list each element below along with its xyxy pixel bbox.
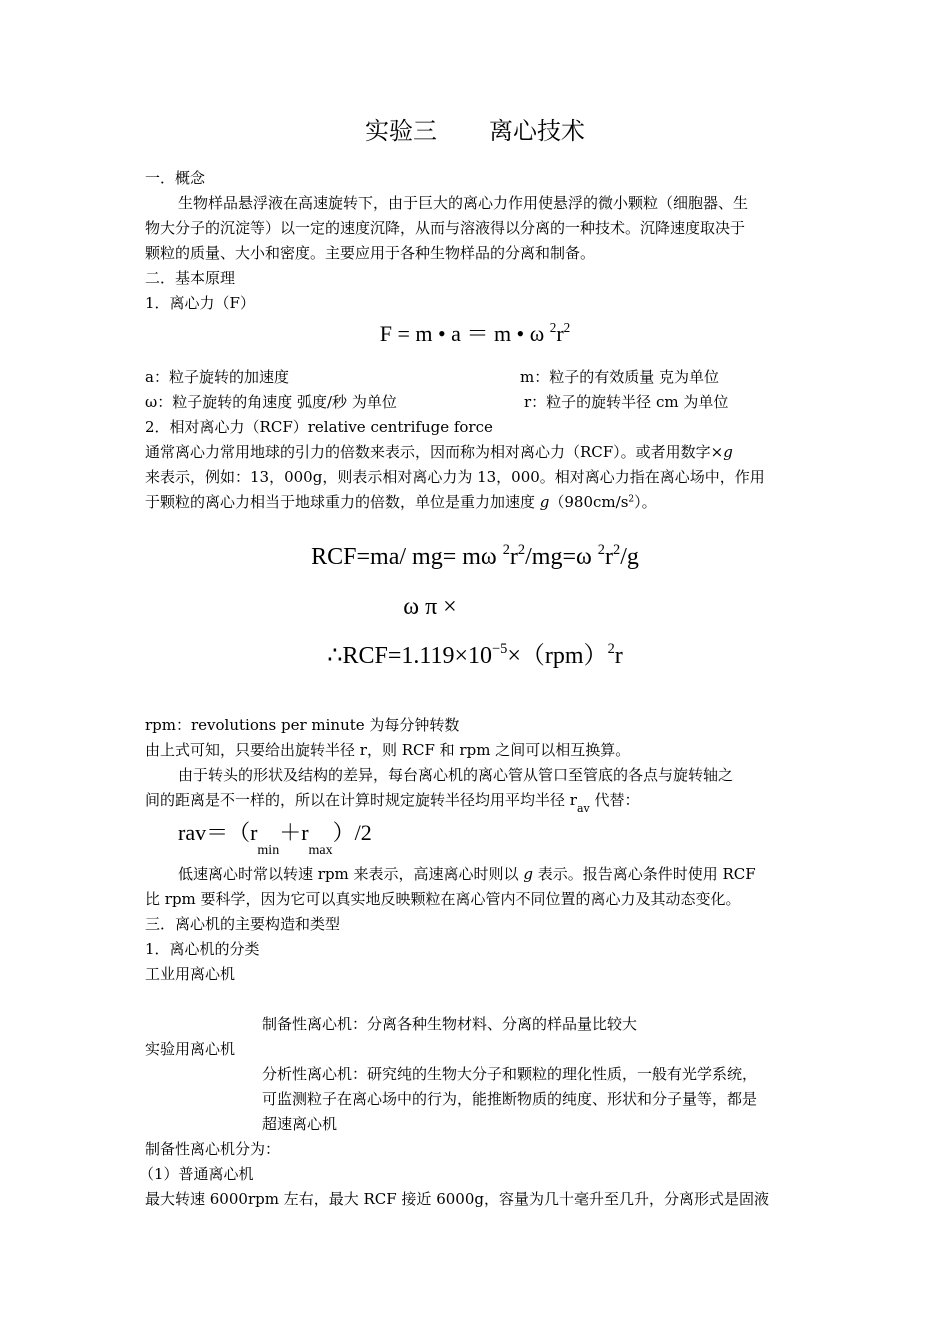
paragraph-line: 生物样品悬浮液在高速旋转下，由于巨大的离心力作用使悬浮的微小颗粒（细胞器、生	[178, 194, 749, 212]
paragraph-line: 于颗粒的离心力相当于地球重力的倍数，单位是重力加速度 $g(980cm/s^2)$。	[145, 493, 657, 511]
section-heading-concept: 一．概念	[145, 169, 206, 187]
title-left: 实验三	[365, 117, 437, 145]
lab-centrifuge: 实验用离心机	[145, 1040, 236, 1058]
definition-a: a：粒子旋转的加速度	[145, 368, 289, 386]
definition-r: r：粒子的旋转半径 cm 为单位	[524, 393, 729, 411]
section-heading-structure: 三．离心机的主要构造和类型	[145, 915, 341, 933]
paragraph-line: 来表示，例如：13，000g，则表示相对离心力为 13，000。相对离心力指在离心场中，作用	[145, 468, 765, 486]
paragraph-line: 物大分子的沉淀等）以一定的速度沉降，从而与溶液得以分离的一种技术。沉降速度取决于	[145, 219, 746, 237]
analytical-centrifuge-line: 可监测粒子在离心场中的行为，能推断物质的纯度、形状和分子量等，都是	[262, 1090, 758, 1108]
analytical-centrifuge-line: 分析性离心机：研究纯的生物大分子和颗粒的理化性质，一般有光学系统，	[262, 1065, 758, 1083]
subheading-classification: 1．离心机的分类	[145, 940, 260, 958]
industrial-centrifuge: 工业用离心机	[145, 965, 236, 983]
paragraph-line: 由于转头的形状及结构的差异，每台离心机的离心管从管口至管底的各点与旋转轴之	[178, 766, 734, 784]
page-title	[0, 119, 950, 143]
paragraph-line: 低速离心时常以转速 rpm 来表示，高速离心时则以 g 表示。报告离心条件时使用 RCF	[178, 865, 756, 883]
normal-centrifuge-heading: （1）普通离心机	[139, 1165, 254, 1183]
paragraph-line: 通常离心力常用地球的引力的倍数来表示，因而称为相对离心力（RCF）。或者用数字×g	[145, 443, 733, 461]
paragraph-line: 间的距离是不一样的，所以在计算时规定旋转半径均用平均半径 $r_{av}$ 代替：	[145, 791, 640, 815]
equation-rcf-rpm: $\therefore RCF=1.119\times 10^{-5}\times(rpm)^2r$	[327, 640, 623, 669]
equation-rav: $rav=(r_{min}+r_{max})/2$	[178, 820, 372, 858]
preparative-centrifuge: 制备性离心机：分离各种生物材料、分离的样品量比较大	[262, 1015, 638, 1033]
paragraph-line: 颗粒的质量、大小和密度。主要应用于各种生物样品的分离和制备。	[145, 244, 596, 262]
analytical-centrifuge-line: 超速离心机	[262, 1115, 338, 1133]
rpm-definition: rpm：revolutions per minute 为每分钟转数	[145, 716, 460, 734]
paragraph-line: 比 rpm 要科学，因为它可以真实地反映颗粒在离心管内不同位置的离心力及其动态变化。	[145, 890, 741, 908]
subheading-centrifugal-force: 1．离心力（F）	[145, 294, 255, 312]
definition-m: m：粒子的有效质量 克为单位	[520, 368, 719, 386]
paragraph-line: 最大转速 6000rpm 左右，最大 RCF 接近 6000g，容量为几十毫升至几升，分离形式是固液	[145, 1190, 769, 1208]
paragraph-line: 由上式可知，只要给出旋转半径 r，则 RCF 和 rpm 之间可以相互换算。	[145, 741, 631, 759]
preparative-types: 制备性离心机分为：	[145, 1140, 281, 1158]
equation-omega-pi: ω π ×	[403, 594, 457, 620]
equation-rcf: RCF=ma/ mg= mω $^2r^2/mg=\omega$ $^2r^2/g$	[311, 541, 639, 570]
equation-force: F = m • a ＝ m • ω $^2r^2$	[379, 319, 571, 346]
definition-omega: ω：粒子旋转的角速度 弧度/秒 为单位	[145, 393, 397, 411]
subheading-rcf: 2．相对离心力（RCF）relative centrifuge force	[145, 418, 493, 436]
section-heading-principle: 二．基本原理	[145, 269, 236, 287]
title-right: 离心技术	[489, 117, 585, 145]
